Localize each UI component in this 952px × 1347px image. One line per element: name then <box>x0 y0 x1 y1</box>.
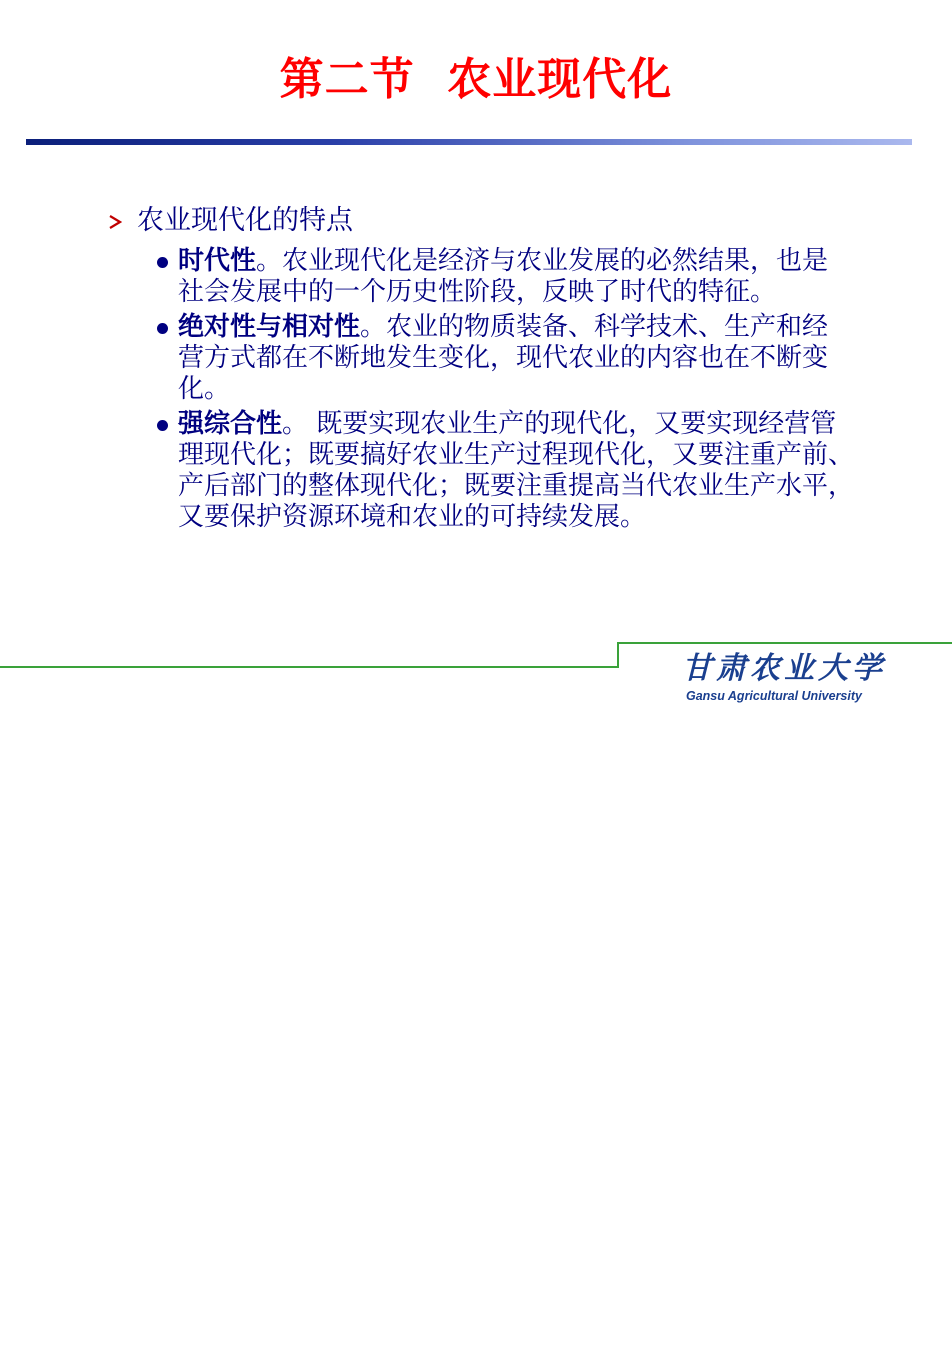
section-heading <box>108 204 868 238</box>
chevron-right-icon <box>108 214 122 230</box>
bullet-term: 时代性 <box>178 246 257 276</box>
bullet-term: 绝对性与相对性 <box>178 312 361 342</box>
bullet-item <box>154 409 854 533</box>
bullet-text: 。农业现代化是经济与农业发展的必然结果，也是社会发展中的一个历史性阶段，反映了时代的特征。 <box>178 246 829 307</box>
footer-line-right <box>617 642 952 644</box>
logo-english-name: Gansu Agricultural University <box>686 689 862 703</box>
bullet-term: 强综合性 <box>178 409 283 439</box>
bullet-text: 。农业的物质装备、科学技术、生产和经营方式都在不断地发生变化，现代农业的内容也在不断变化。 <box>178 312 829 404</box>
section-heading-text: 农业现代化的特点 <box>137 205 353 236</box>
footer-line-step <box>617 642 619 668</box>
bullet-dot-icon <box>157 257 168 268</box>
logo-chinese-name: 甘肃农业大学 <box>682 651 886 686</box>
slide-title: 第二节 农业现代化 <box>279 54 673 105</box>
university-logo <box>680 650 886 710</box>
bullet-item <box>154 246 854 308</box>
bullet-dot-icon <box>157 323 168 334</box>
bullet-list <box>154 246 874 537</box>
footer-line-left <box>0 666 619 668</box>
bullet-text: 。 既要实现农业生产的现代化，又要实现经营管理现代化；既要搞好农业生产过程现代化，又要注重产前、产后部门的整体现代化；既要注重提高当代农业生产水平，又要保护资源环境和农业的可持续发展。 <box>178 409 855 532</box>
bullet-item <box>154 312 854 405</box>
title-rule <box>26 139 912 145</box>
bullet-dot-icon <box>157 420 168 431</box>
